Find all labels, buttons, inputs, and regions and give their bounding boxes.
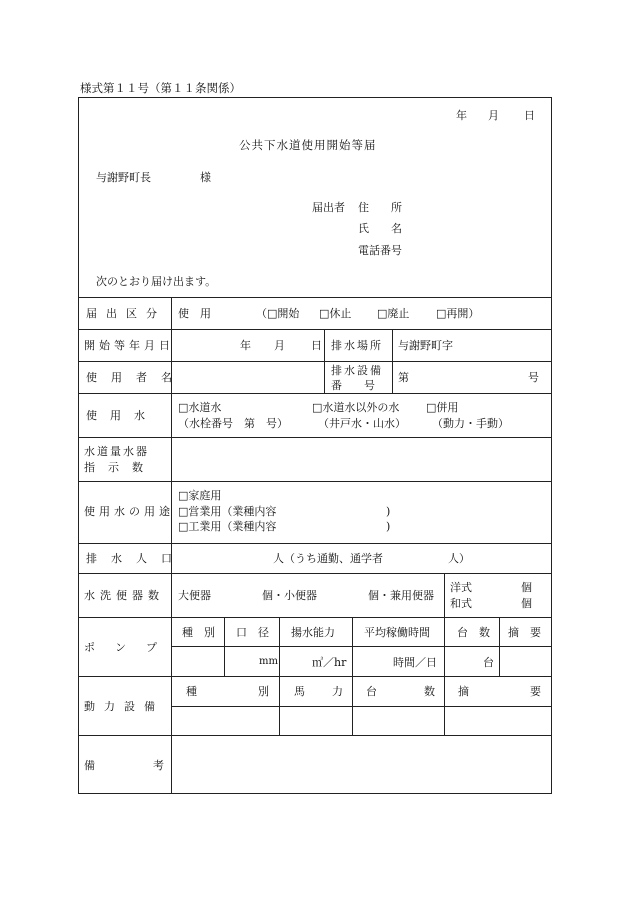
cell-divider (324, 329, 325, 393)
cell-divider (499, 617, 500, 676)
power-label: 動力設備 (84, 700, 164, 713)
date-day: 日 (524, 109, 535, 122)
row-divider (78, 573, 552, 574)
water-tap-number: （水栓番号 第 号） (178, 417, 288, 430)
water-combined-mode: （動力・手動） (432, 417, 509, 430)
applicant-name: 氏 名 (358, 222, 402, 235)
population-label: 排水人口 (86, 552, 186, 565)
cell-divider (392, 329, 393, 393)
addressee-name: 与謝野町長 (96, 171, 151, 184)
pump-label: ポンプ (84, 641, 177, 654)
population-value: 人（うち通勤、通学者 (273, 552, 383, 565)
cell-divider (352, 676, 353, 735)
category-option-pause[interactable]: □休止 (319, 307, 352, 320)
power-header-hp-1: 馬 (294, 685, 305, 698)
power-header-count-1: 台 (366, 685, 377, 698)
drain-facility-prefix: 第 (398, 371, 409, 384)
water-option-tap[interactable]: □水道水 (178, 401, 222, 414)
toilet-small: 個・小便器 (262, 589, 317, 602)
drain-facility-label: 排水設備 (331, 364, 383, 377)
power-header-notes-1: 摘 (458, 685, 469, 698)
pump-unit-mm: mm (259, 656, 278, 667)
toilet-japanese: 和式 (450, 597, 472, 610)
population-suffix: 人） (448, 552, 470, 565)
water-option-other[interactable]: □水道水以外の水 (312, 401, 400, 414)
start-date-month: 月 (274, 339, 285, 352)
date-year: 年 (456, 109, 467, 122)
purpose-industry[interactable]: □工業用（業種内容 (178, 520, 277, 533)
meter-label: 水道量水器 (84, 445, 149, 458)
pump-header-notes: 摘 要 (508, 626, 541, 639)
toilet-combined: 個・兼用便器 (368, 589, 434, 602)
purpose-business[interactable]: □営業用（業種内容 (178, 505, 277, 518)
toilet-label: 水洗便器数 (84, 589, 164, 602)
pump-header-count: 台 数 (457, 626, 490, 639)
toilet-large: 大便器 (178, 589, 211, 602)
remarks-label: 備考 (84, 759, 222, 772)
addressee-honorific: 様 (200, 171, 211, 184)
toilet-western: 洋式 (450, 581, 472, 594)
pump-unit-count: 台 (483, 656, 494, 669)
cell-divider (279, 676, 280, 735)
pump-header-hours: 平均稼働時間 (364, 626, 430, 639)
form-title: 公共下水道使用開始等届 (239, 138, 377, 152)
toilet-japanese-unit: 個 (521, 597, 532, 610)
power-header-count-2: 数 (424, 685, 435, 698)
row-divider (78, 393, 552, 394)
purpose-business-close: ) (386, 505, 391, 518)
pump-header-type: 種 別 (182, 626, 215, 639)
drain-place-label: 排水場所 (331, 339, 383, 352)
category-option-resume[interactable]: □再開） (436, 307, 480, 320)
intro-text: 次のとおり届け出ます。 (96, 275, 217, 288)
pump-unit-hours: 時間／日 (393, 656, 437, 669)
cell-divider (444, 617, 445, 676)
row-divider (171, 706, 552, 707)
drain-place-value[interactable]: 与謝野町字 (398, 339, 453, 352)
start-date-label: 開始等年月日 (84, 339, 174, 352)
toilet-western-unit: 個 (521, 581, 532, 594)
row-divider (78, 735, 552, 736)
start-date-day: 日 (311, 339, 322, 352)
form-number: 様式第１１号（第１１条関係） (80, 81, 241, 95)
row-divider (78, 676, 552, 677)
cell-divider (444, 676, 445, 735)
water-other-source: （井戸水・山水） (318, 417, 406, 430)
category-value-label: 使 用 (178, 307, 211, 320)
power-header-hp-2: 力 (332, 685, 343, 698)
row-divider (78, 361, 552, 362)
water-option-combined[interactable]: □併用 (426, 401, 459, 414)
user-name-label: 使用者名 (86, 371, 186, 384)
pump-unit-flow: ㎥／hr (312, 656, 347, 669)
power-header-type-1: 種 (186, 685, 197, 698)
row-divider (78, 543, 552, 544)
pump-header-capacity: 揚水能力 (291, 626, 335, 639)
cell-divider (279, 617, 280, 676)
purpose-label: 使用水の用途 (84, 505, 174, 518)
drain-facility-label-number: 番 号 (331, 379, 375, 392)
power-header-notes-2: 要 (530, 685, 541, 698)
date-month: 月 (488, 109, 499, 122)
pump-header-diameter: 口 径 (236, 626, 269, 639)
purpose-industry-close: ) (386, 520, 391, 533)
row-divider (78, 617, 552, 618)
category-label: 届出区分 (86, 307, 166, 320)
start-date-year: 年 (240, 339, 251, 352)
cell-divider (352, 617, 353, 676)
applicant-phone: 電話番号 (358, 244, 402, 257)
row-divider (171, 646, 552, 647)
cell-divider (444, 573, 445, 617)
row-divider (78, 437, 552, 438)
drain-facility-suffix: 号 (528, 371, 539, 384)
applicant-address: 住 所 (358, 201, 402, 214)
meter-label-reading: 指 示 数 (84, 461, 144, 474)
water-label: 使 用 水 (86, 409, 146, 422)
category-option-abolish[interactable]: □廃止 (377, 307, 410, 320)
applicant-label: 届出者 (312, 201, 345, 214)
row-divider (78, 297, 552, 298)
row-divider (78, 329, 552, 330)
power-header-type-2: 別 (258, 685, 269, 698)
row-divider (78, 481, 552, 482)
category-option-start[interactable]: （□開始 (256, 307, 300, 320)
cell-divider (224, 617, 225, 676)
purpose-home[interactable]: □家庭用 (178, 489, 222, 502)
